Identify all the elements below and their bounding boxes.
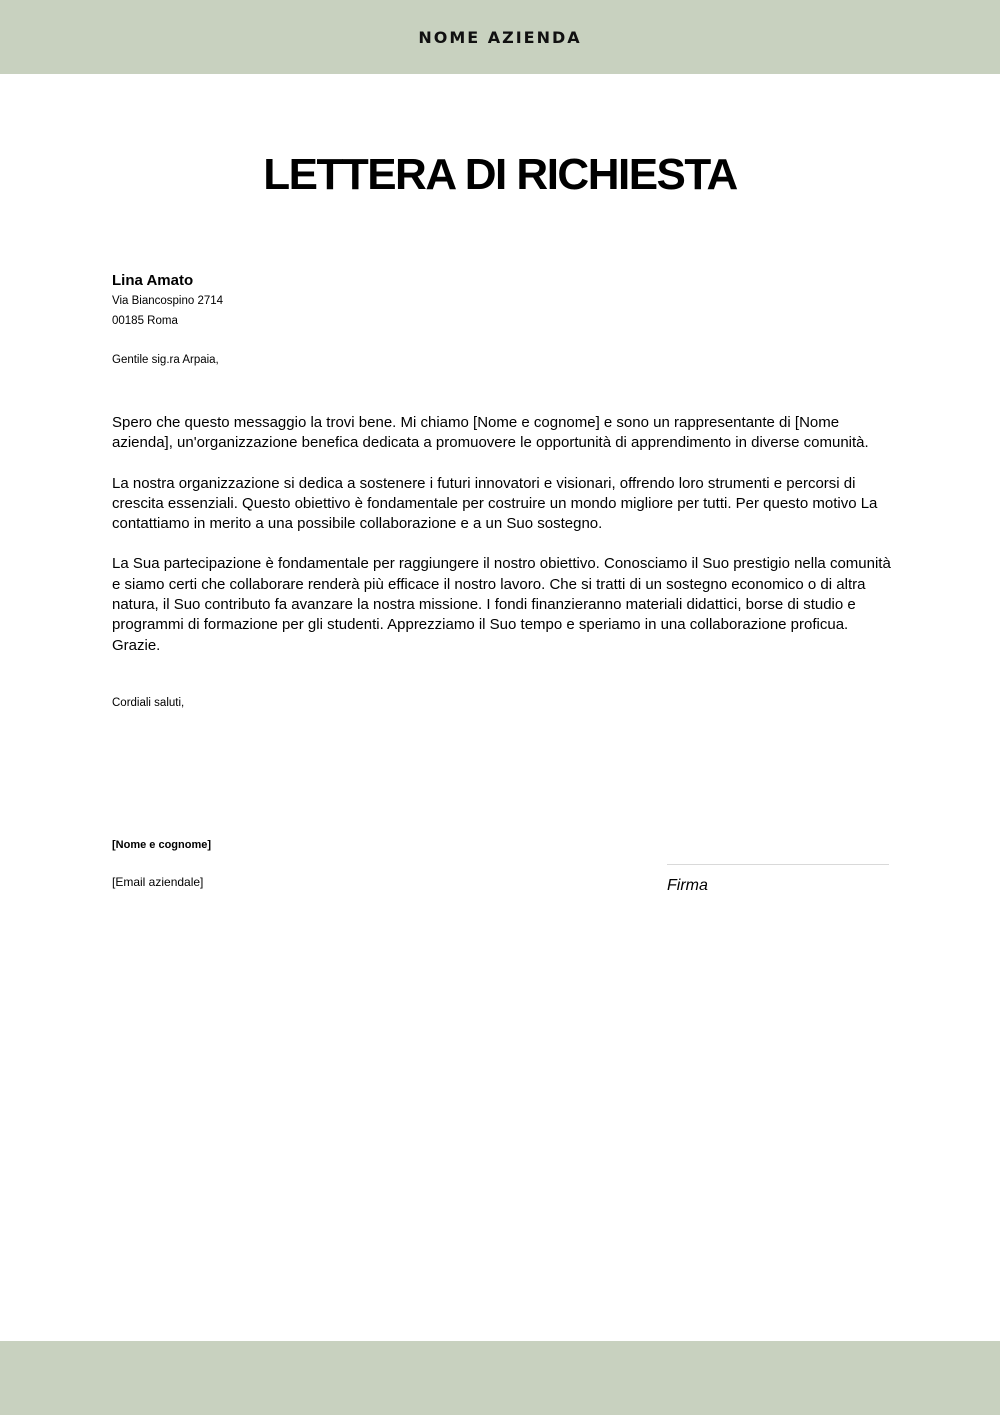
body-paragraph: Spero che questo messaggio la trovi bene. Mi chiamo [Nome e cognome] e sono un rappresentante di [Nome azienda], un'organizzazione benefica dedicata a promuovere le opportunità di apprendimento in diverse comunità. [112,414,869,452]
header-band [0,0,1000,74]
signatory-name: [Nome e cognome] [112,839,212,851]
greeting: Gentile sig.ra Arpaia, [112,354,219,366]
sender-street: Via Biancospino 2714 [112,295,224,307]
sender-block [112,271,223,331]
closing: Cordiali saluti, [112,697,185,709]
body-paragraph: La Sua partecipazione è fondamentale per raggiungere il nostro obiettivo. Conosciamo il Suo prestigio nella comunità e siamo certi che collaborare renderà più efficace il nostro lavoro. Che si tratti di un sostegno economico o di altra natura, il Suo contributo fa avanzare la nostra missione. I fondi finanzieranno materiali didattici, borse di studio e programmi di formazione per gli studenti. Apprezziamo il Suo tempo e speriamo in una collaborazione proficua. Grazie. [112,555,891,654]
letter-body [112,413,897,676]
body-paragraph: La nostra organizzazione si dedica a sostenere i futuri innovatori e visionari, offrendo loro strumenti e percorsi di crescita essenziali. Questo obiettivo è fondamentale per costruire un mondo migliore per tutti. Per questo motivo La contattiamo in merito a una possibile collaborazione e a un Suo sostegno. [112,474,878,533]
sender-city: 00185 Roma [112,315,178,327]
footer-band [0,1341,1000,1415]
sender-name: Lina Amato [112,272,194,289]
signature-line [667,864,889,865]
company-name: NOME AZIENDA [418,27,582,47]
signatory-email: [Email aziendale] [112,875,204,889]
document-title: LETTERA DI RICHIESTA [263,150,737,199]
signature-label: Firma [667,877,708,894]
